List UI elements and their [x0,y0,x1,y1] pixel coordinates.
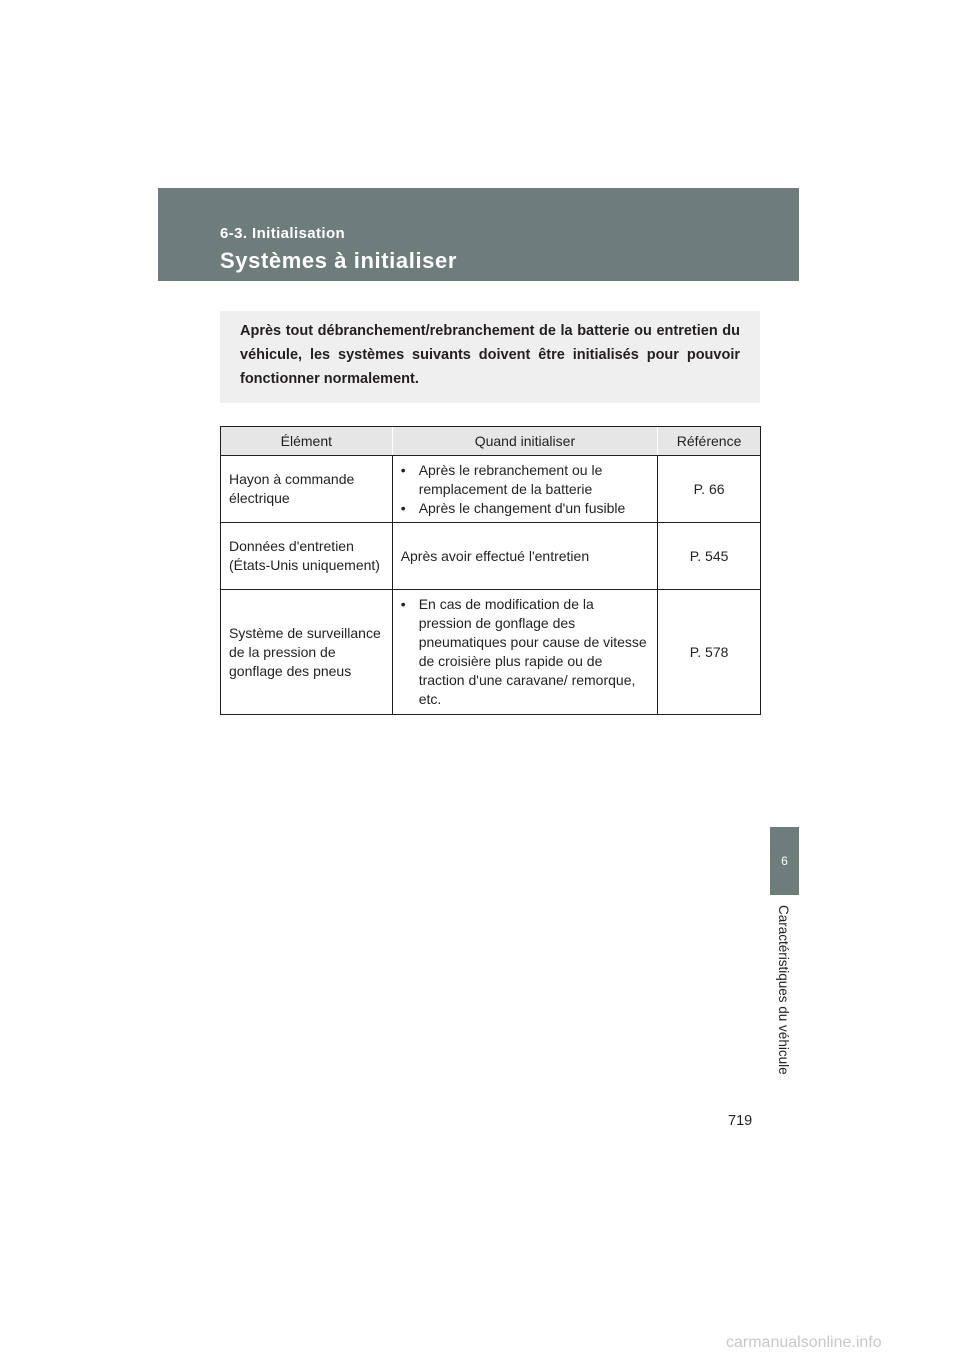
cell-element: Système de surveillance de la pression de gonflage des pneus [221,590,393,715]
chapter-tab: 6 [770,827,799,895]
bullet-list [401,461,649,518]
column-header-when: Quand initialiser [392,427,657,456]
cell-when [392,590,657,715]
intro-box [220,311,760,403]
bullet-list [401,595,649,709]
table-row [221,523,761,590]
page-title: Systèmes à initialiser [220,248,457,273]
cell-element: Données d'entretien (États-Unis uniquement) [221,523,393,590]
table-row [221,456,761,523]
chapter-header [158,188,799,281]
section-label: 6-3. Initialisation [220,225,346,242]
list-item: • En cas de modification de la pression de gonflage des pneumatiques pour cause de vitesse de croisière plus rapide ou de traction d'une caravane/ remorque, etc. [401,595,649,709]
initialization-table [220,426,761,715]
list-item: • Après le changement d'un fusible [401,499,649,518]
list-item: • Après le rebranchement ou le remplacement de la batterie [401,461,649,499]
watermark: carmanualsonline.info [726,1334,882,1351]
column-header-element: Élément [221,427,393,456]
intro-text: Après tout débranchement/rebranchement de la batterie ou entretien du véhicule, les systèmes suivants doivent être initialisés pour pouvoir fonctionner normalement. [240,323,740,387]
cell-reference: P. 545 [658,523,761,590]
page-number: 719 [728,1113,753,1129]
cell-reference: P. 66 [658,456,761,523]
column-header-reference: Référence [658,427,761,456]
cell-element: Hayon à commande électrique [221,456,393,523]
cell-when [392,456,657,523]
cell-reference: P. 578 [658,590,761,715]
chapter-side-label: Caractéristiques du véhicule [776,905,791,1075]
table-header-row [221,427,761,456]
table-row [221,590,761,715]
cell-when: Après avoir effectué l'entretien [392,523,657,590]
